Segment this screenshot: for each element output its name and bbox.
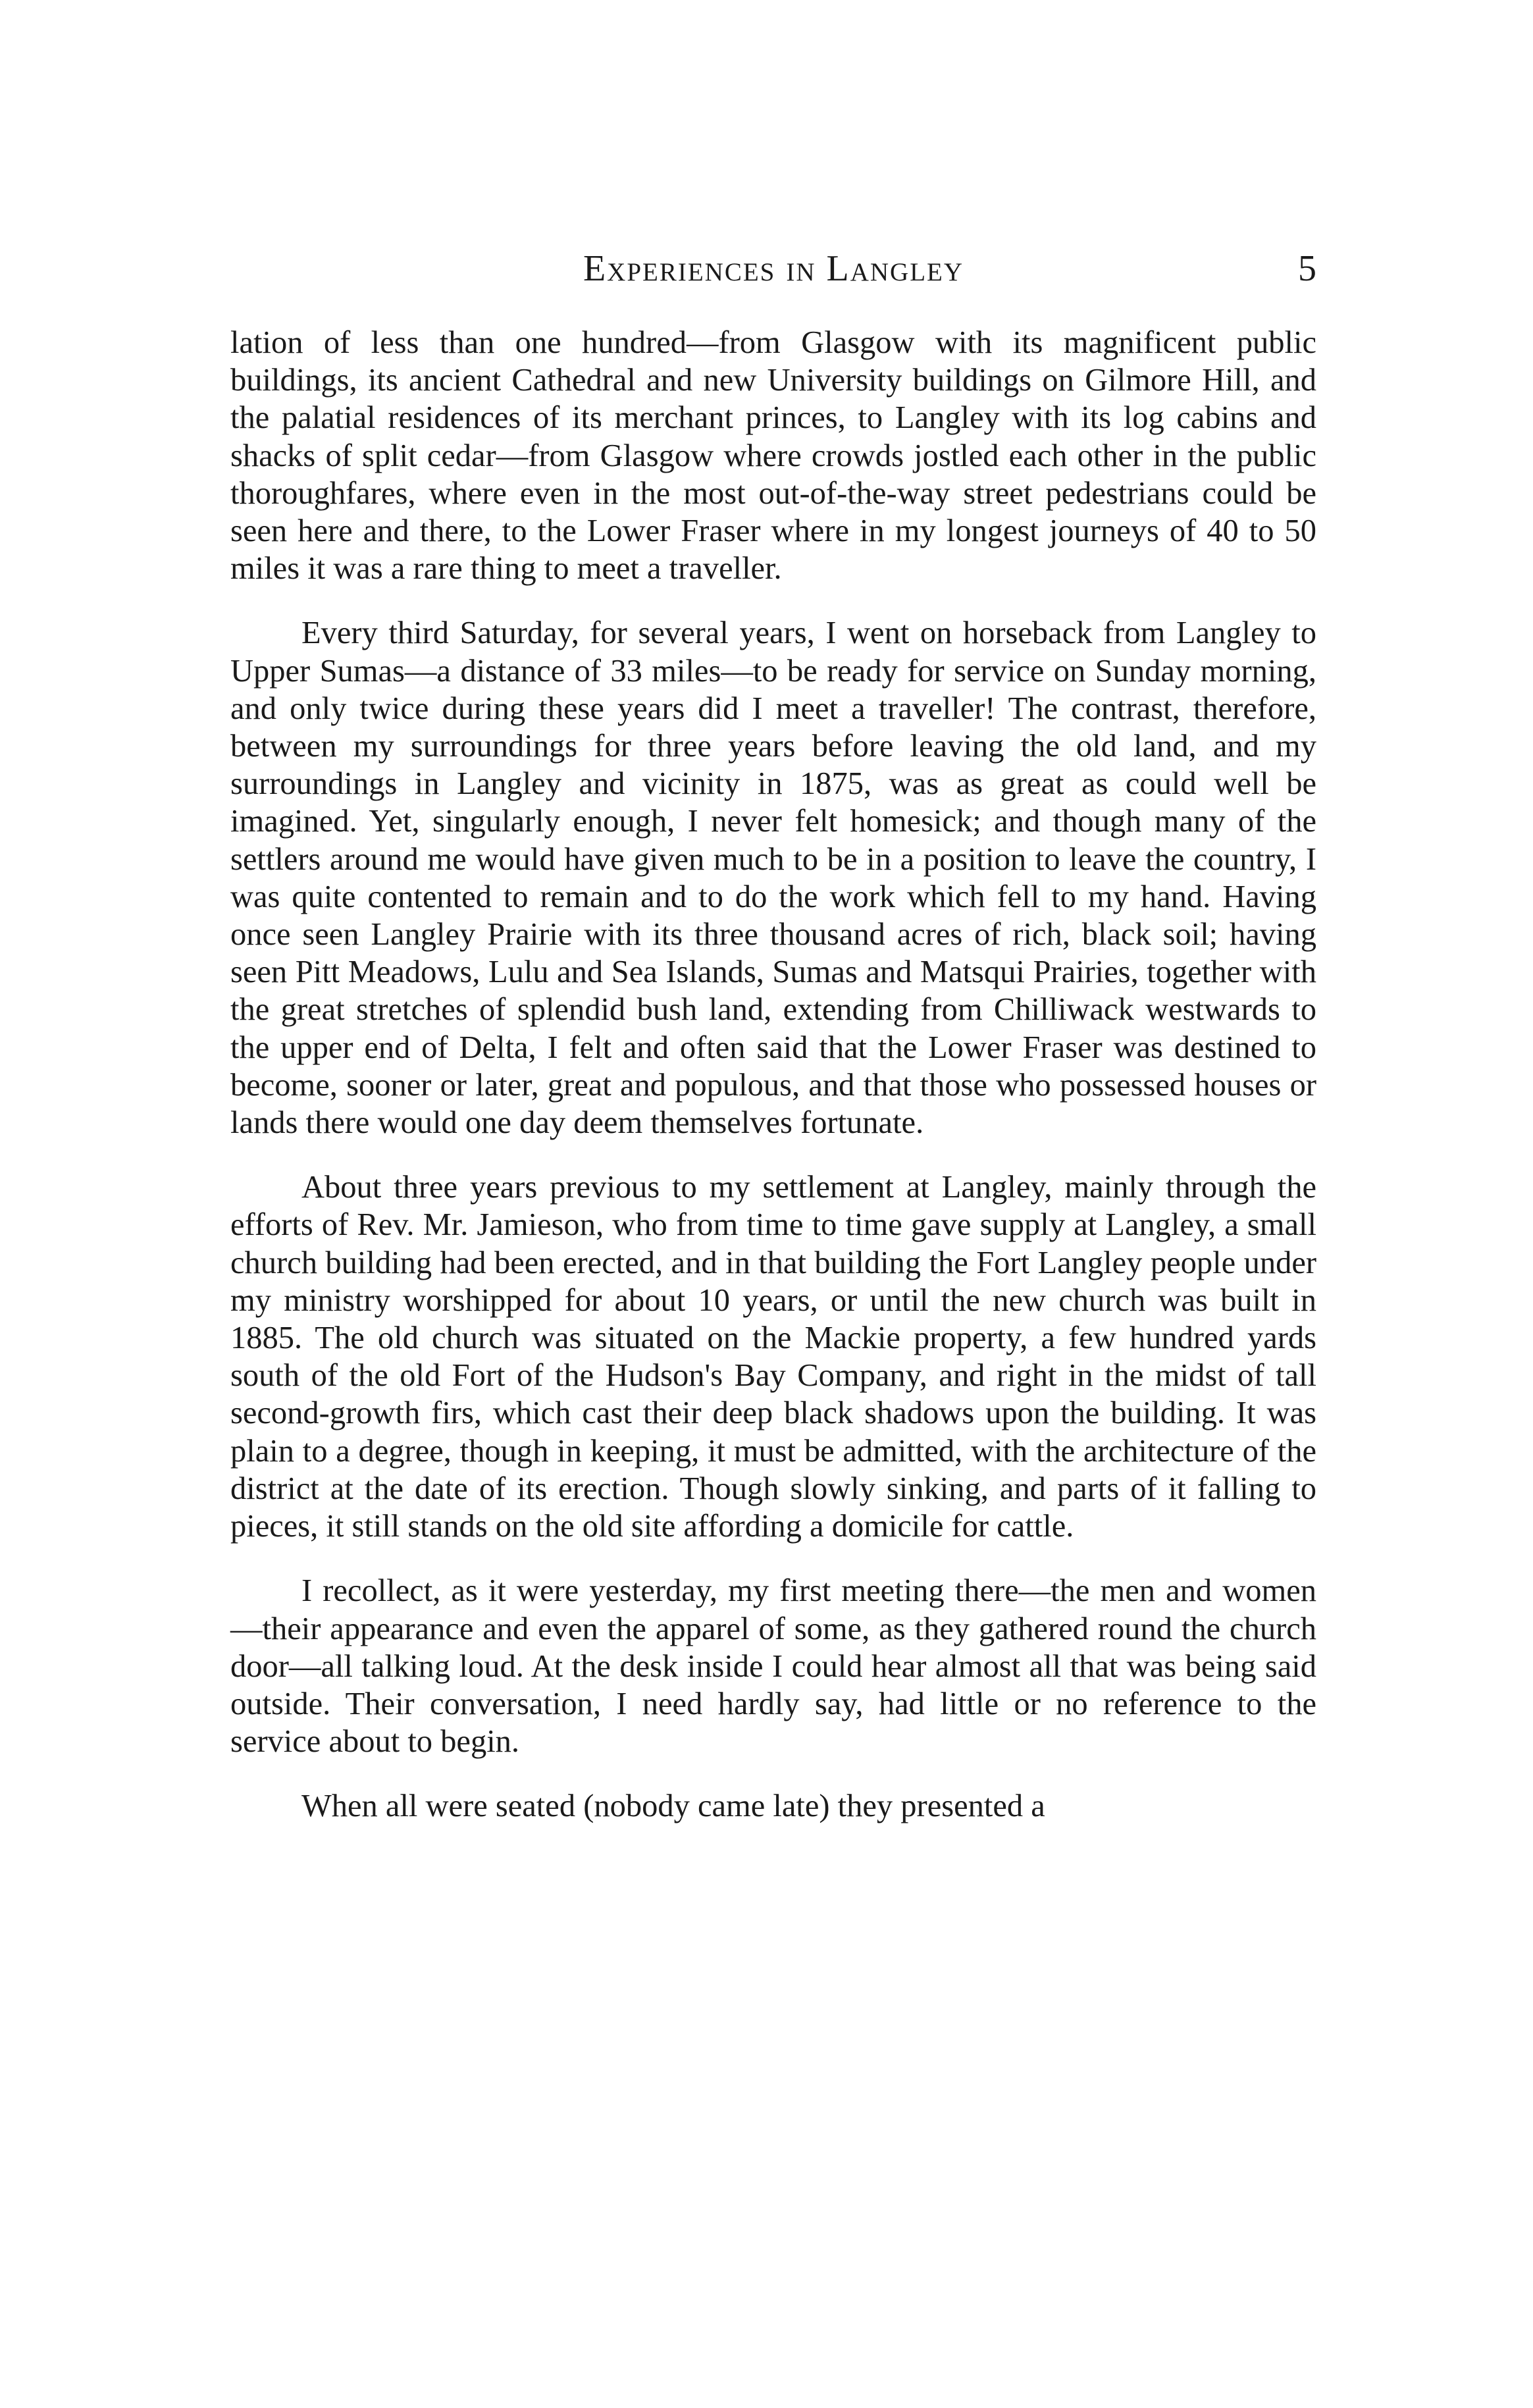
- paragraph-saturday-journeys: Every third Saturday, for several years, I went on horseback from Langley to Upper Sumas—a distance of 33 miles—to be ready for service on Sunday morning, and only twice during these years did I meet a traveller! The contrast, therefore, between my surroundings for three years before leaving the old land, and my surroundings in Langley and vicinity in 1875, was as great as could well be imagined. Yet, singularly enough, I never felt homesick; and though many of the settlers around me would have given much to be in a position to leave the country, I was quite contented to remain and to do the work which fell to my hand. Having once seen Langley Prairie with its three thousand acres of rich, black soil; having seen Pitt Meadows, Lulu and Sea Islands, Sumas and Matsqui Prairies, together with the great stretches of splendid bush land, extending from Chilliwack westwards to the upper end of Delta, I felt and often said that the Lower Fraser was destined to become, sooner or later, great and populous, and that those who possessed houses or lands there would one day deem themselves fortunate.: [230, 615, 1316, 1141]
- running-title: Experiences in Langley: [583, 248, 964, 289]
- running-head: [230, 242, 1316, 295]
- paragraph-seated: When all were seated (nobody came late) they presented a: [301, 1789, 1045, 1824]
- page-number: 5: [1298, 248, 1316, 289]
- paragraph-first-meeting: I recollect, as it were yesterday, my first meeting there—the men and women—their appearance and even the apparel of some, as they gathered round the church door—all talking loud. At the desk inside I could hear almost all that was being said outside. Their conversation, I need hardly say, had little or no reference to the service about to begin.: [230, 1573, 1316, 1760]
- body-text: [230, 324, 1316, 1825]
- paragraph-old-church: About three years previous to my settlement at Langley, mainly through the efforts of Rev. Mr. Jamieson, who from time to time gave supply at Langley, a small church building had been erected, and in that building the Fort Langley people under my ministry worshipped for about 10 years, or until the new church was built in 1885. The old church was situated on the Mackie property, a few hundred yards south of the old Fort of the Hudson's Bay Company, and right in the midst of tall second-growth firs, which cast their deep black shadows upon the building. It was plain to a degree, though in keeping, it must be admitted, with the architecture of the district at the date of its erection. Though slowly sinking, and parts of it falling to pieces, it still stands on the old site affording a domicile for cattle.: [230, 1170, 1316, 1544]
- paragraph-continuation: lation of less than one hundred—from Glasgow with its magnificent public buildings, its ancient Cathedral and new University buildings on Gilmore Hill, and the palatial residences of its merchant princes, to Langley with its log cabins and shacks of split cedar—from Glasgow where crowds jostled each other in the public thoroughfares, where even in the most out-of-the-way street pedestrians could be seen here and there, to the Lower Fraser where in my longest journeys of 40 to 50 miles it was a rare thing to meet a traveller.: [230, 325, 1316, 587]
